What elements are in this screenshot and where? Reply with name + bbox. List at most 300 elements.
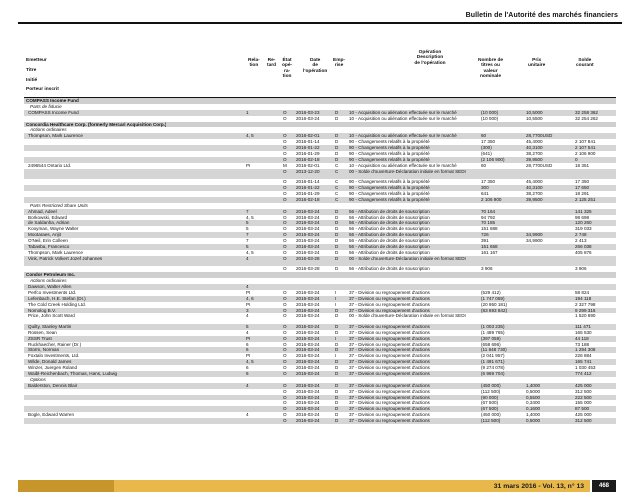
col-porteur: Porteur inscrit <box>26 87 59 92</box>
issuer-name: Concordia Healthcare Corp. (formerly Mercari Acquisition Corp.) <box>26 121 167 127</box>
cell-nombre: (2 041 957) <box>481 353 505 359</box>
cell-op: 37 - Division ou regroupement d'actions <box>349 359 430 365</box>
cell-nombre: 17 350 <box>481 139 496 145</box>
cell-op: 56 - Attribution de droits de souscription <box>349 208 430 214</box>
cell-date: 2016-03-24 <box>296 359 320 365</box>
cell-date: 2016-03-24 <box>296 226 320 232</box>
cell-op: 90 - Changements relatifs à la propriété <box>349 196 430 202</box>
cell-op: 90 - Changements relatifs à la propriété <box>349 139 430 145</box>
cell-op: 37 - Division ou regroupement d'actions <box>349 353 430 359</box>
cell-date: 2016-03-24 <box>296 243 320 249</box>
cell-etat: O <box>283 133 287 139</box>
cell-etat: O <box>283 388 287 394</box>
cell-etat: O <box>283 185 287 191</box>
cell-op: 37 - Division ou regroupement d'actions <box>349 400 430 406</box>
cell-op: 56 - Attribution de droits de souscription <box>349 232 430 238</box>
cell-solde: 111 471 <box>575 323 591 329</box>
cell-op: 56 - Attribution de droits de souscription <box>349 214 430 220</box>
cell-prix: 0,5000 <box>526 388 541 394</box>
cell-rel: 6 <box>246 371 249 377</box>
cell-emp: D <box>335 313 339 319</box>
cell-etat: O <box>283 196 287 202</box>
cell-nombre: (2 106 900) <box>481 156 505 162</box>
cell-solde: 1 030 453 <box>575 365 596 371</box>
cell-solde: 18 291 <box>575 190 590 196</box>
cell-op: 00 - Solde d'ouverture-Déclaration initiale en format SEDI <box>349 168 466 174</box>
cell-solde: 194 118 <box>575 295 592 301</box>
cell-name: Thompson, Mark Laurence <box>28 249 83 255</box>
cell-solde: 2 125 251 <box>575 196 596 202</box>
cell-solde: 2 327 798 <box>575 301 596 307</box>
cell-op: 37 - Division ou regroupement d'actions <box>349 335 430 341</box>
cell-op: 10 - Acquisition ou aliénation effectuée sur le marché <box>349 115 457 121</box>
cell-solde: 9 299 316 <box>575 307 596 313</box>
cell-etat: O <box>283 220 287 226</box>
cell-name: The Cold Creek Holding Ltd. <box>28 301 86 307</box>
cell-date: 2016-02-18 <box>296 156 320 162</box>
cell-solde: 266 038 <box>575 243 592 249</box>
cell-solde: 774 412 <box>575 371 592 377</box>
cell-date: 2016-03-28 <box>296 255 320 261</box>
cell-name: Bogle, Edward Warren <box>28 412 75 418</box>
cell-name: Quilty, Stanley Martin <box>28 323 72 329</box>
cell-nombre: (529 412) <box>481 289 501 295</box>
security-type: Parts Restricted Share Units <box>30 202 88 208</box>
cell-rel: 5 <box>246 220 249 226</box>
cell-date: 2016-03-24 <box>296 382 320 388</box>
cell-name: Tabasba, Francesco <box>28 243 70 249</box>
cell-emp: D <box>335 226 339 232</box>
cell-emp: D <box>335 329 339 335</box>
cell-emp: D <box>335 151 339 157</box>
cell-date: 2016-03-24 <box>296 400 320 406</box>
cell-etat: O <box>283 115 287 121</box>
cell-nombre: 3 906 <box>481 266 493 272</box>
cell-op: 90 - Changements relatifs à la propriété <box>349 190 430 196</box>
cell-etat: O <box>283 156 287 162</box>
cell-emp: I <box>335 353 337 359</box>
cell-nombre: 94 792 <box>481 214 496 220</box>
cell-etat: O <box>283 313 287 319</box>
cell-date: 2016-01-14 <box>296 179 320 185</box>
col-initie: Initié <box>26 78 38 83</box>
cell-rel: 4 <box>246 255 249 261</box>
col-retard: Re- tard <box>267 58 277 69</box>
cell-name: 2496544 Ontario Ltd. <box>28 162 72 168</box>
cell-nombre: (450 000) <box>481 382 501 388</box>
cell-etat: O <box>283 289 287 295</box>
table-row <box>24 418 616 424</box>
cell-emp: D <box>335 115 339 121</box>
cell-op: 37 - Division ou regroupement d'actions <box>349 371 430 377</box>
footer-bar-dark <box>18 480 114 492</box>
cell-etat: O <box>283 249 287 255</box>
cell-op: 37 - Division ou regroupement d'actions <box>349 323 430 329</box>
cell-prix: 0,1600 <box>526 406 541 412</box>
cell-emp: D <box>335 365 339 371</box>
cell-op: 56 - Attribution de droits de souscription <box>349 226 430 232</box>
cell-etat: O <box>283 341 287 347</box>
cell-emp: D <box>335 394 339 400</box>
cell-etat: O <box>283 139 287 145</box>
cell-name: Kooyman, Wayne Walter <box>28 226 79 232</box>
cell-op: 56 - Attribution de droits de souscription <box>349 238 430 244</box>
cell-emp: D <box>335 388 339 394</box>
cell-prix: 40,3100 <box>526 145 543 151</box>
cell-emp: D <box>335 156 339 162</box>
cell-prix: 45,4000 <box>526 139 543 145</box>
cell-emp: D <box>335 133 339 139</box>
cell-solde: 425 000 <box>575 382 592 388</box>
cell-emp: D <box>335 266 339 272</box>
cell-op: 37 - Division ou regroupement d'actions <box>349 412 430 418</box>
issue-label: 31 mars 2016 - Vol. 13, n° 13 <box>493 483 584 490</box>
cell-etat: O <box>283 179 287 185</box>
cell-rel: 4 <box>246 283 249 289</box>
cell-etat: O <box>283 190 287 196</box>
cell-nombre: (450 000) <box>481 412 501 418</box>
cell-op: 90 - Changements relatifs à la propriété <box>349 156 430 162</box>
cell-solde: 17 350 <box>575 179 590 185</box>
cell-date: 2016-03-28 <box>296 266 320 272</box>
cell-rel: PI <box>246 289 251 295</box>
cell-emp: C <box>335 190 339 196</box>
cell-emp: D <box>335 255 339 261</box>
cell-nombre: (1 489 765) <box>481 329 505 335</box>
cell-etat: O <box>283 371 287 377</box>
cell-date: 2016-03-24 <box>296 406 320 412</box>
cell-etat: O <box>283 353 287 359</box>
cell-nombre: (67 500) <box>481 406 499 412</box>
cell-prix: 40,3100 <box>526 185 543 191</box>
cell-etat: O <box>283 208 287 214</box>
cell-rel: 3 <box>246 307 249 313</box>
cell-emp: D <box>335 139 339 145</box>
cell-solde: 312 500 <box>575 418 592 424</box>
cell-emp: D <box>335 418 339 424</box>
cell-date: 2016-03-24 <box>296 353 320 359</box>
cell-nombre: (10 000) <box>481 115 499 121</box>
cell-name: Vink, Patrick Volkert Jozef Johannes <box>28 255 103 261</box>
cell-date: 2016-02-18 <box>296 196 320 202</box>
cell-prix: 10,5500 <box>526 115 543 121</box>
cell-emp: D <box>335 208 339 214</box>
cell-rel: PI <box>246 335 251 341</box>
cell-rel: 7 <box>246 232 249 238</box>
cell-solde: 425 000 <box>575 412 592 418</box>
cell-emp: C <box>335 179 339 185</box>
cell-etat: O <box>283 214 287 220</box>
cell-date: 2016-03-24 <box>296 388 320 394</box>
cell-name: Winzer, Juergen Roland <box>28 365 78 371</box>
cell-date: 2016-01-29 <box>296 151 320 157</box>
cell-solde: 2 107 841 <box>575 139 596 145</box>
cell-emp: D <box>335 220 339 226</box>
cell-emp: D <box>335 371 339 377</box>
cell-prix: 34,9900 <box>526 238 543 244</box>
cell-emp: D <box>335 232 339 238</box>
cell-date: 2016-03-24 <box>296 238 320 244</box>
cell-prix: 28,7700USD <box>526 133 553 139</box>
cell-rel: 5 <box>246 226 249 232</box>
cell-date: 2016-03-24 <box>296 394 320 400</box>
cell-solde: 17 650 <box>575 185 590 191</box>
issuer-name: COMPASS Income Fund <box>26 98 79 103</box>
cell-rel: 6 <box>246 365 249 371</box>
cell-solde: 155 000 <box>575 400 592 406</box>
cell-op: 37 - Division ou regroupement d'actions <box>349 295 430 301</box>
cell-op: 37 - Division ou regroupement d'actions <box>349 418 430 424</box>
cell-op: 10 - Acquisition ou aliénation effectuée sur le marché <box>349 162 457 168</box>
cell-name: Waibl-Reichenbach, Thomas, Hans, Ludwig <box>28 371 118 377</box>
cell-date: 2016-03-24 <box>296 115 320 121</box>
cell-name: Nomolog B.V. <box>28 307 56 313</box>
cell-name: ZSSR Trust <box>28 335 52 341</box>
cell-emp: C <box>335 162 339 168</box>
cell-op: 56 - Attribution de droits de souscription <box>349 249 430 255</box>
cell-nombre: 151 658 <box>481 243 498 249</box>
cell-op: 10 - Acquisition ou aliénation effectuée sur le marché <box>349 133 457 139</box>
cell-emp: D <box>335 109 339 115</box>
cell-emp: I <box>335 335 337 341</box>
transactions-table <box>24 98 616 424</box>
cell-solde: 312 500 <box>575 388 592 394</box>
bulletin-title: Bulletin de l'Autorité des marchés financiers <box>465 12 618 19</box>
security-type: Actions ordinaires <box>30 127 67 133</box>
cell-rel: 4, 5 <box>246 249 254 255</box>
cell-solde: 18 351 <box>575 162 590 168</box>
cell-op: 37 - Division ou regroupement d'actions <box>349 365 430 371</box>
page-footer <box>0 470 640 492</box>
cell-solde: 405 876 <box>575 249 592 255</box>
security-type: Options <box>30 376 46 382</box>
col-etat: État opé- ra- tion <box>282 58 293 80</box>
cell-rel: 4 <box>246 329 249 335</box>
cell-date: 2016-03-24 <box>296 341 320 347</box>
cell-nombre: (6 969 704) <box>481 371 505 377</box>
cell-rel: 4, 5 <box>246 359 254 365</box>
cell-etat: O <box>283 347 287 353</box>
cell-op: 37 - Division ou regroupement d'actions <box>349 307 430 313</box>
cell-nombre: (641) <box>481 151 492 157</box>
cell-emp: D <box>335 238 339 244</box>
cell-op: 37 - Division ou regroupement d'actions <box>349 301 430 307</box>
cell-date: 2016-03-24 <box>296 313 320 319</box>
cell-solde: 2 106 900 <box>575 151 596 157</box>
cell-nombre: 151 688 <box>481 226 498 232</box>
cell-date: 2016-02-01 <box>296 162 320 168</box>
col-titre: Titre <box>26 68 37 73</box>
cell-date: 2016-03-23 <box>296 109 320 115</box>
cell-date: 2016-03-24 <box>296 329 320 335</box>
cell-solde: 73 188 <box>575 341 590 347</box>
cell-rel: 7 <box>246 208 249 214</box>
cell-emp: D <box>335 307 339 313</box>
cell-emp: D <box>335 249 339 255</box>
cell-op: 90 - Changements relatifs à la propriété <box>349 179 430 185</box>
cell-date: 2016-01-14 <box>296 139 320 145</box>
cell-date: 2016-03-24 <box>296 371 320 377</box>
cell-op: 37 - Division ou regroupement d'actions <box>349 289 430 295</box>
cell-op: 37 - Division ou regroupement d'actions <box>349 341 430 347</box>
cell-solde: 87 500 <box>575 406 590 412</box>
col-emetteur: Emetteur <box>26 58 47 63</box>
cell-op: 37 - Division ou regroupement d'actions <box>349 394 430 400</box>
cell-solde: 2 107 541 <box>575 145 596 151</box>
cell-rel: 4, 5 <box>246 214 254 220</box>
cell-date: 2016-03-24 <box>296 323 320 329</box>
cell-solde: 2 413 <box>575 238 587 244</box>
cell-prix: 28,7700USD <box>526 162 553 168</box>
cell-nombre: 70 164 <box>481 208 496 214</box>
cell-name: Foxtalo Investments, Ltd. <box>28 353 80 359</box>
cell-solde: 165 530 <box>575 329 592 335</box>
cell-nombre: (300) <box>481 145 492 151</box>
cell-op: 56 - Attribution de droits de souscription <box>349 266 430 272</box>
cell-etat: O <box>283 329 287 335</box>
cell-name: Rossen, Sean <box>28 329 57 335</box>
cell-date: 2013-12-20 <box>296 168 320 174</box>
table-row <box>24 169 616 180</box>
cell-nombre: 300 <box>481 185 489 191</box>
cell-name: Balderston, Dennis Blair <box>28 382 78 388</box>
cell-prix: 0,5500 <box>526 394 541 400</box>
cell-emp: I <box>335 295 337 301</box>
cell-name: Wilde, Donald James <box>28 359 72 365</box>
cell-solde: 0 <box>575 156 578 162</box>
col-nature: Opération Description de l'opération <box>414 50 446 66</box>
cell-nombre: (1 747 059) <box>481 295 505 301</box>
cell-name: Perfco Investments Ltd. <box>28 289 77 295</box>
col-date: Date de l'opération <box>303 58 328 74</box>
cell-prix: 38,2700 <box>526 190 543 196</box>
cell-etat: O <box>283 301 287 307</box>
cell-nombre: (112 500) <box>481 418 501 424</box>
cell-name: Thompson, Mark Laurence <box>28 133 83 139</box>
cell-rel: 4, 6 <box>246 295 254 301</box>
issuer-name: Condor Petroleum Inc. <box>26 272 76 278</box>
table-header <box>24 50 614 96</box>
cell-rel: PI <box>246 301 251 307</box>
cell-etat: O <box>283 406 287 412</box>
cell-rel: 7 <box>246 238 249 244</box>
cell-solde: 3 906 <box>575 266 587 272</box>
cell-emp: I <box>335 301 337 307</box>
cell-op: 37 - Division ou regroupement d'actions <box>349 329 430 335</box>
cell-etat: O <box>283 168 287 174</box>
cell-solde: 98 698 <box>575 214 590 220</box>
col-nombre: Nombre de titres ou valeur nominale <box>478 58 504 80</box>
cell-rel: 4 <box>246 412 249 418</box>
cell-name: Ruckhaecher, Rainer (Dr.) <box>28 341 82 347</box>
cell-emp: D <box>335 145 339 151</box>
cell-solde: 32 258 362 <box>575 109 598 115</box>
cell-prix: 38,2700 <box>526 151 543 157</box>
col-relation: Rela- tion <box>248 58 260 69</box>
cell-emp: D <box>335 214 339 220</box>
cell-prix: 1,4000 <box>526 382 541 388</box>
header-rule <box>18 22 622 24</box>
cell-date: 2016-03-24 <box>296 307 320 313</box>
cell-emp: D <box>335 323 339 329</box>
cell-emp: C <box>335 196 339 202</box>
cell-nombre: (20 950 181) <box>481 301 508 307</box>
cell-name: Price, John Scott Ward <box>28 313 75 319</box>
cell-nombre: 391 <box>481 238 489 244</box>
cell-prix: 1,4000 <box>526 412 541 418</box>
cell-etat: O <box>283 266 287 272</box>
security-type: Parts de fiducie <box>30 103 62 109</box>
cell-emp: D <box>335 243 339 249</box>
cell-emp: D <box>335 406 339 412</box>
cell-name: de Saldanha, Adrian <box>28 220 70 226</box>
cell-solde: 1 520 690 <box>575 313 596 319</box>
cell-etat: O <box>283 255 287 261</box>
cell-rel: PI <box>246 353 251 359</box>
cell-date: 2016-03-24 <box>296 418 320 424</box>
cell-date: 2016-03-24 <box>296 232 320 238</box>
cell-etat: O <box>283 335 287 341</box>
cell-solde: 222 500 <box>575 394 592 400</box>
cell-op: 90 - Changements relatifs à la propriété <box>349 145 430 151</box>
cell-prix: 10,5000 <box>526 109 543 115</box>
cell-prix: 0,5000 <box>526 418 541 424</box>
cell-etat: O <box>283 295 287 301</box>
cell-prix: 45,4000 <box>526 179 543 185</box>
cell-etat: O <box>283 145 287 151</box>
cell-name: COMPASS Income Fund <box>28 109 79 115</box>
cell-date: 2016-03-24 <box>296 289 320 295</box>
cell-name: O'Neil, Erin Colleen <box>28 238 68 244</box>
cell-solde: 319 033 <box>575 226 592 232</box>
cell-nombre: 641 <box>481 190 489 196</box>
cell-nombre: (397 059) <box>481 335 501 341</box>
cell-rel: 5 <box>246 243 249 249</box>
cell-date: 2016-03-24 <box>296 249 320 255</box>
cell-prix: 34,9900 <box>526 232 543 238</box>
cell-etat: O <box>283 226 287 232</box>
cell-name: Borkowski, Edward <box>28 214 68 220</box>
col-emprise: Emp- rise <box>333 58 345 69</box>
table-row <box>24 256 616 267</box>
cell-name: Ahmad, Adeel <box>28 208 57 214</box>
cell-etat: O <box>283 232 287 238</box>
col-prix: Prix unitaire <box>528 58 546 69</box>
cell-date: 2016-03-24 <box>296 295 320 301</box>
cell-etat: O <box>283 151 287 157</box>
cell-date: 2016-03-24 <box>296 214 320 220</box>
cell-date: 2016-01-29 <box>296 190 320 196</box>
cell-op: 37 - Division ou regroupement d'actions <box>349 347 430 353</box>
cell-prix: 39,9500 <box>526 156 543 162</box>
cell-name: Storm, Norman <box>28 347 60 353</box>
cell-solde: 141 325 <box>575 208 592 214</box>
cell-etat: O <box>283 307 287 313</box>
cell-op: 37 - Division ou regroupement d'actions <box>349 382 430 388</box>
cell-date: 2016-03-24 <box>296 347 320 353</box>
cell-emp: D <box>335 347 339 353</box>
cell-nombre: (10 000) <box>481 109 499 115</box>
cell-date: 2016-03-24 <box>296 412 320 418</box>
cell-solde: 58 824 <box>575 289 590 295</box>
cell-solde: 1 294 308 <box>575 347 596 353</box>
cell-nombre: 2 106 900 <box>481 196 502 202</box>
cell-emp: I <box>335 289 337 295</box>
cell-name: Lefenbach, H.E. Stefan (Dr.) <box>28 295 86 301</box>
cell-nombre: (90 000) <box>481 394 499 400</box>
table-row <box>24 313 616 324</box>
cell-emp: C <box>335 168 339 174</box>
